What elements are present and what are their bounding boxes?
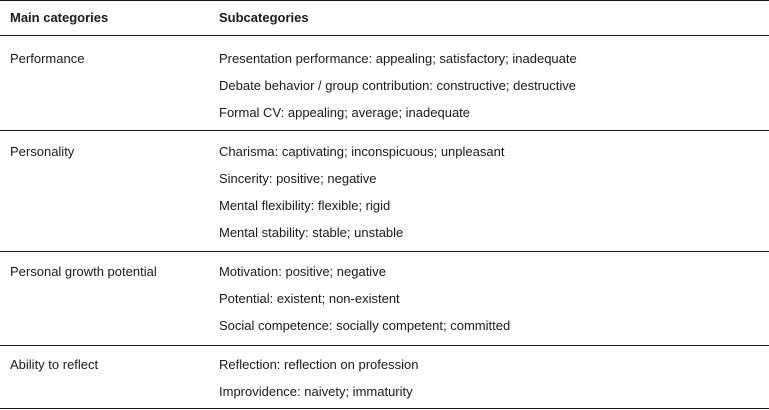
subcategory-item: Potential: existent; non-existent (219, 291, 400, 306)
header-main-categories: Main categories (10, 10, 109, 25)
table-top-rule (0, 0, 769, 1)
subcategory-item: Debate behavior / group contribution: constructive; destructive (219, 78, 576, 93)
subcategory-item: Motivation: positive; negative (219, 264, 386, 279)
subcategory-item: Charisma: captivating; inconspicuous; unpleasant (219, 144, 505, 159)
subcategory-item: Improvidence: naivety; immaturity (219, 384, 413, 399)
subcategory-item: Social competence: socially competent; committed (219, 318, 511, 333)
main-category-performance: Performance (10, 51, 85, 66)
main-category-personality: Personality (10, 144, 75, 159)
header-subcategories: Subcategories (219, 10, 309, 25)
subcategory-item: Sincerity: positive; negative (219, 171, 377, 186)
header-rule (0, 35, 769, 36)
table-bottom-rule (0, 408, 769, 409)
subcategory-item: Presentation performance: appealing; satisfactory; inadequate (219, 51, 577, 66)
subcategory-item: Mental flexibility: flexible; rigid (219, 198, 391, 213)
subcategory-item: Mental stability: stable; unstable (219, 225, 404, 240)
main-category-ability-to-reflect: Ability to reflect (10, 357, 99, 372)
group-separator (0, 345, 769, 346)
subcategory-item: Reflection: reflection on profession (219, 357, 419, 372)
subcategory-item: Formal CV: appealing; average; inadequate (219, 105, 471, 120)
group-separator (0, 130, 769, 131)
group-separator (0, 251, 769, 252)
main-category-personal-growth-potential: Personal growth potential (10, 264, 157, 279)
